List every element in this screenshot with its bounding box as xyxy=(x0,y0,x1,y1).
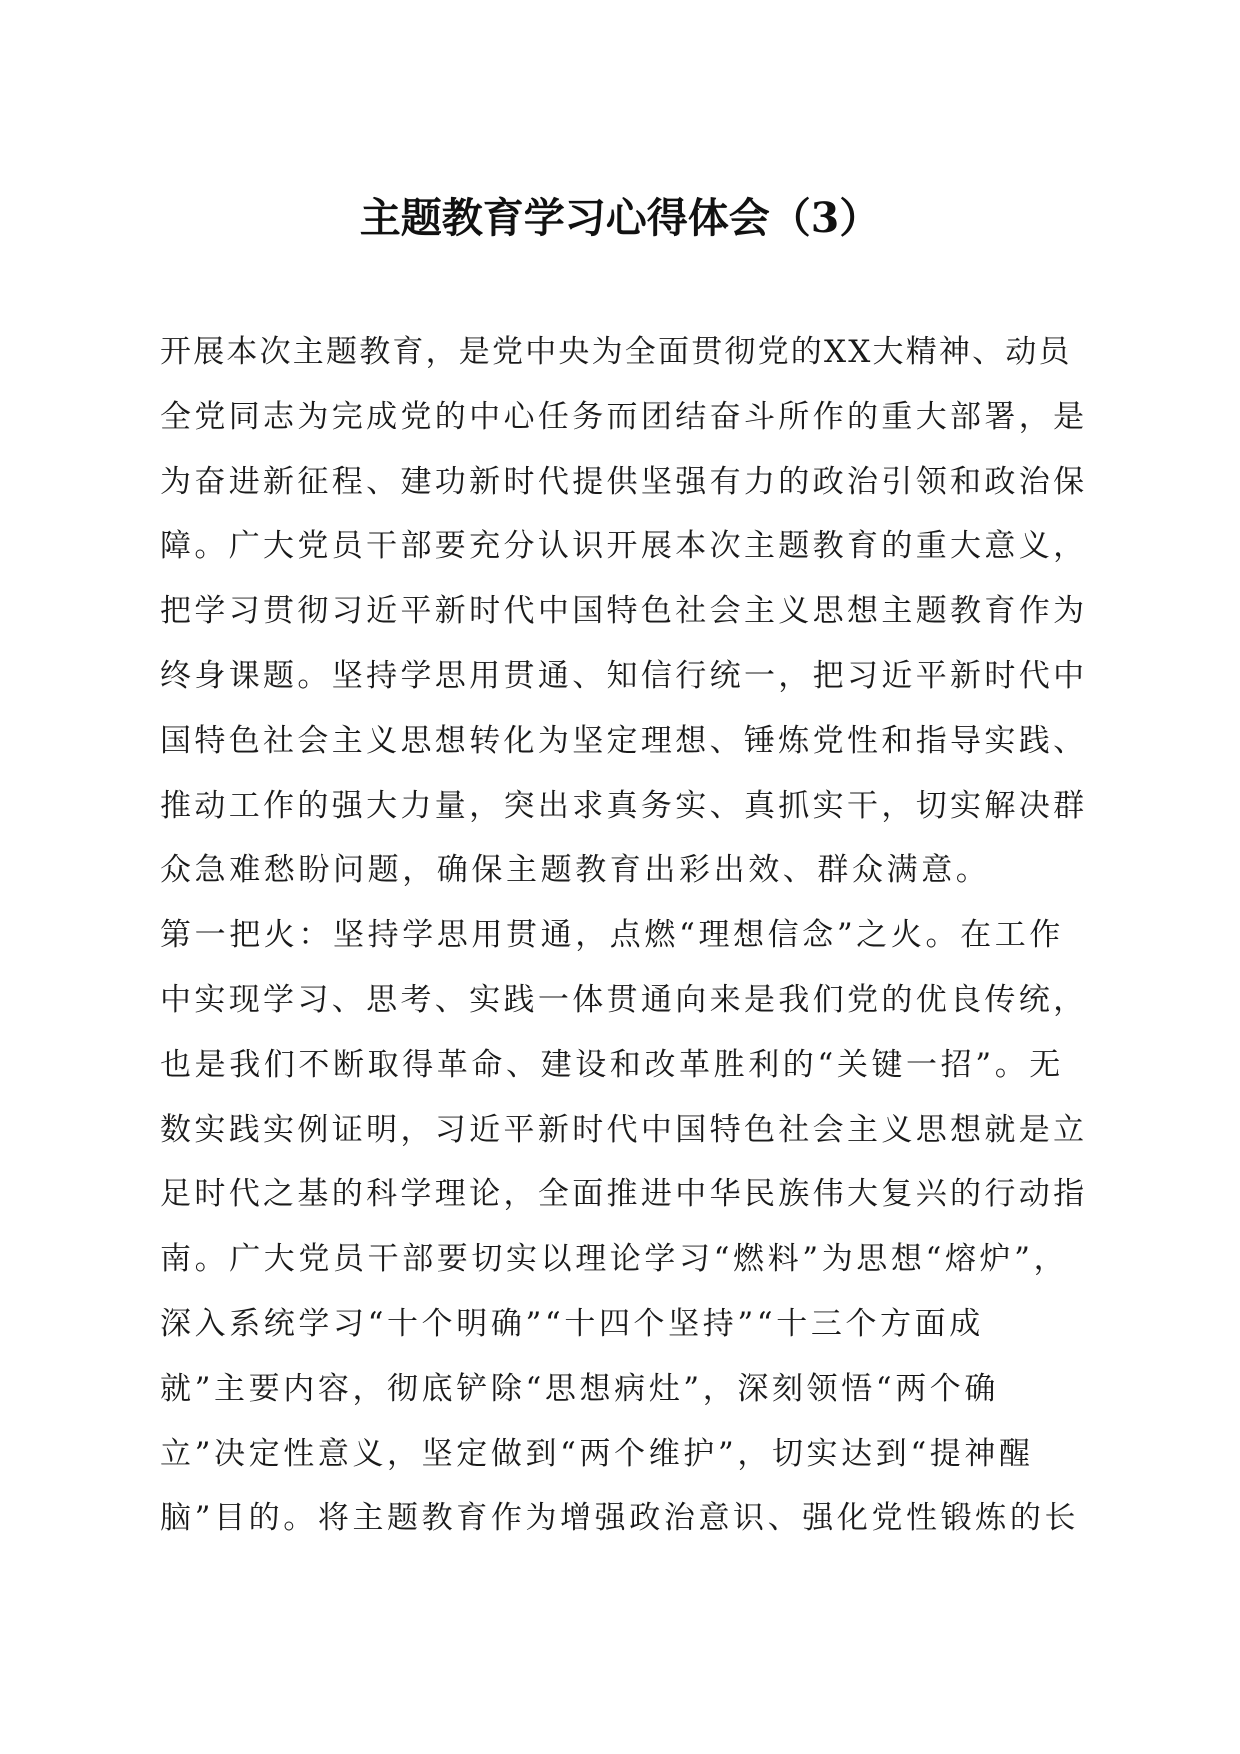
body-line: 脑”目的。将主题教育作为增强政治意识、强化党性锻炼的长 xyxy=(160,1500,1080,1537)
body-line: 为奋进新征程、建功新时代提供坚强有力的政治引领和政治保 xyxy=(160,463,1088,500)
body-line: 立”决定性意义，坚定做到“两个维护”，切实达到“提神醒 xyxy=(160,1435,1034,1472)
body-line: 终身课题。坚持学思用贯通、知信行统一，把习近平新时代中 xyxy=(160,657,1088,694)
body-line: 开展本次主题教育，是党中央为全面贯彻党的XX大精神、动员 xyxy=(160,334,1072,370)
body-line: 众急难愁盼问题，确保主题教育出彩出效、群众满意。 xyxy=(160,852,991,889)
body-line: 推动工作的强大力量，突出求真务实、真抓实干，切实解决群 xyxy=(160,787,1088,824)
body-line: 深入系统学习“十个明确”“十四个坚持”“十三个方面成 xyxy=(160,1305,984,1342)
body-line: 数实践实例证明，习近平新时代中国特色社会主义思想就是立 xyxy=(160,1111,1088,1148)
document-body xyxy=(160,320,1090,1551)
body-line: 全党同志为完成党的中心任务而团结奋斗所作的重大部署，是 xyxy=(160,398,1088,435)
body-line: 南。广大党员干部要切实以理论学习“燃料”为思想“熔炉”， xyxy=(160,1241,1069,1278)
body-line: 障。广大党员干部要充分认识开展本次主题教育的重大意义， xyxy=(160,528,1088,565)
document-title: 主题教育学习心得体会（3） xyxy=(359,194,881,242)
body-line: 也是我们不断取得革命、建设和改革胜利的“关键一招”。无 xyxy=(160,1046,1064,1083)
body-line: 国特色社会主义思想转化为坚定理想、锤炼党性和指导实践、 xyxy=(160,722,1088,759)
body-line: 足时代之基的科学理论，全面推进中华民族伟大复兴的行动指 xyxy=(160,1176,1088,1213)
body-line: 中实现学习、思考、实践一体贯通向来是我们党的优良传统， xyxy=(160,981,1088,1018)
body-line: 把学习贯彻习近平新时代中国特色社会主义思想主题教育作为 xyxy=(160,593,1088,630)
body-line: 就”主要内容，彻底铲除“思想病灶”，深刻领悟“两个确 xyxy=(160,1370,999,1407)
body-line: 第一把火：坚持学思用贯通，点燃“理想信念”之火。在工作 xyxy=(160,917,1064,954)
